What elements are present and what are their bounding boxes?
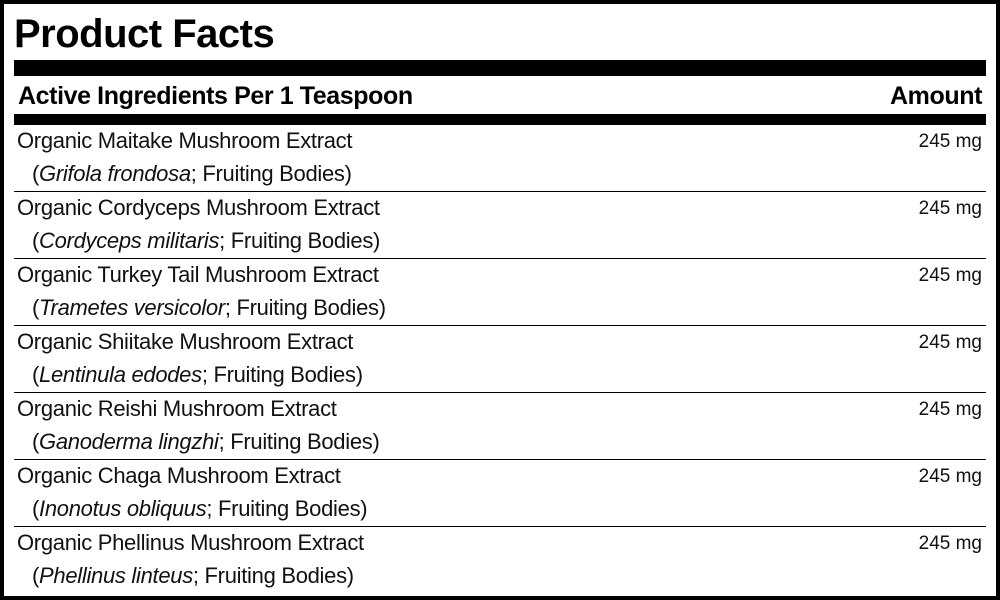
ingredient-name: Organic Cordyceps Mushroom Extract <box>17 195 380 220</box>
ingredient-amount: 245 mg <box>918 198 982 219</box>
ingredient-amount: 245 mg <box>918 265 982 286</box>
scientific-name: Ganoderma lingzhi <box>39 429 219 454</box>
ingredients-column-header: Active Ingredients Per 1 Teaspoon <box>18 81 413 110</box>
table-header <box>18 79 982 113</box>
ingredient-amount: 245 mg <box>918 399 982 420</box>
ingredient-name: Organic Chaga Mushroom Extract <box>17 463 341 488</box>
scientific-name: Cordyceps militaris <box>39 228 220 253</box>
ingredient-row <box>14 326 986 393</box>
scientific-name: Phellinus linteus <box>39 563 193 588</box>
ingredient-name: Organic Reishi Mushroom Extract <box>17 396 337 421</box>
ingredient-source: (Phellinus linteus; Fruiting Bodies) <box>32 563 354 588</box>
ingredient-amount: 245 mg <box>918 533 982 554</box>
ingredient-source: (Grifola frondosa; Fruiting Bodies) <box>32 161 352 186</box>
scientific-name: Lentinula edodes <box>39 362 202 387</box>
ingredient-amount: 245 mg <box>918 332 982 353</box>
scientific-name: Inonotus obliquus <box>39 496 207 521</box>
ingredient-list <box>14 125 986 592</box>
ingredient-row <box>14 460 986 527</box>
ingredient-name: Organic Maitake Mushroom Extract <box>17 128 353 153</box>
header-divider <box>14 114 986 125</box>
ingredient-source: (Trametes versicolor; Fruiting Bodies) <box>32 295 386 320</box>
ingredient-row <box>14 125 986 192</box>
ingredient-amount: 245 mg <box>918 466 982 487</box>
ingredient-source: (Lentinula edodes; Fruiting Bodies) <box>32 362 363 387</box>
panel-title: Product Facts <box>14 12 275 56</box>
scientific-name: Grifola frondosa <box>39 161 191 186</box>
ingredient-amount: 245 mg <box>918 131 982 152</box>
ingredient-name: Organic Shiitake Mushroom Extract <box>17 329 354 354</box>
ingredient-row <box>14 393 986 460</box>
ingredient-row <box>14 527 986 592</box>
ingredient-source: (Cordyceps militaris; Fruiting Bodies) <box>32 228 381 253</box>
ingredient-source: (Inonotus obliquus; Fruiting Bodies) <box>32 496 368 521</box>
scientific-name: Trametes versicolor <box>39 295 225 320</box>
top-divider <box>14 60 986 76</box>
ingredient-name: Organic Phellinus Mushroom Extract <box>17 530 364 555</box>
ingredient-name: Organic Turkey Tail Mushroom Extract <box>17 262 379 287</box>
ingredient-source: (Ganoderma lingzhi; Fruiting Bodies) <box>32 429 380 454</box>
ingredient-row <box>14 259 986 326</box>
ingredient-row <box>14 192 986 259</box>
amount-column-header: Amount <box>889 81 982 110</box>
